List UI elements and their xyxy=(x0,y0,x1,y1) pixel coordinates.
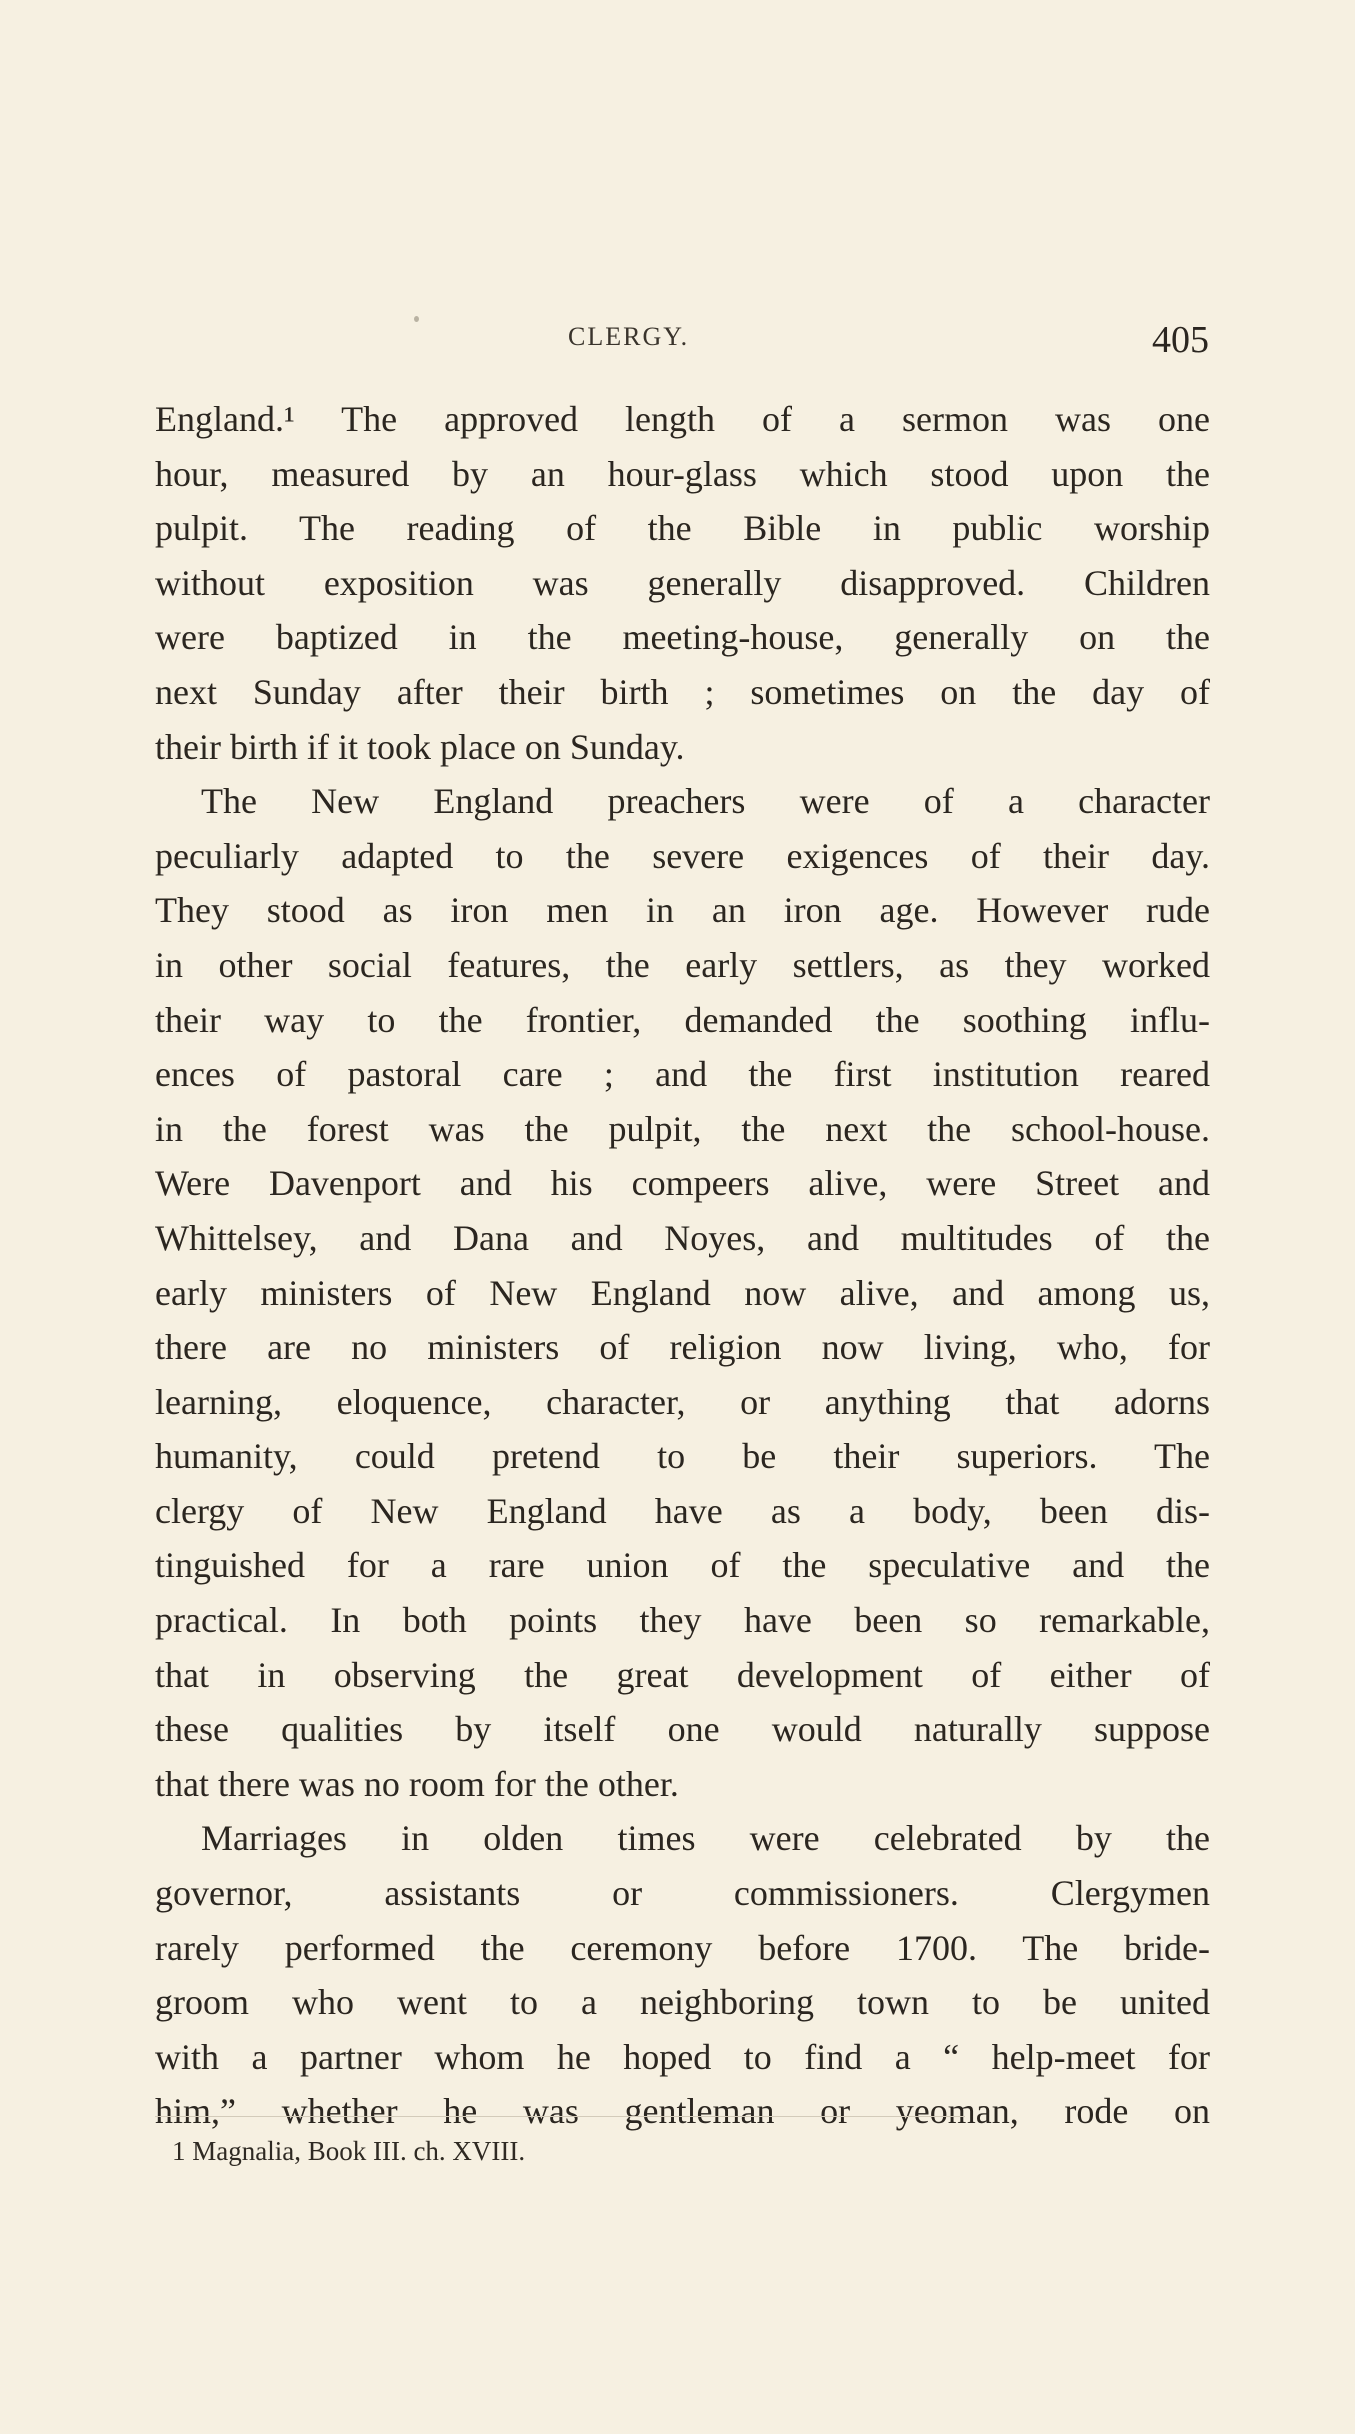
text-line: without exposition was generally disapproved. Children xyxy=(155,562,1210,603)
text-line: Whittelsey, and Dana and Noyes, and multitudes of the xyxy=(155,1217,1210,1258)
body-text xyxy=(155,392,1210,2139)
text-line: Were Davenport and his compeers alive, were Street and xyxy=(155,1163,1210,1204)
text-line: in other social features, the early settlers, as they worked xyxy=(155,944,1210,985)
text-line: pulpit. The reading of the Bible in public worship xyxy=(155,508,1210,549)
text-line: clergy of New England have as a body, been dis- xyxy=(155,1490,1210,1531)
text-line: were baptized in the meeting-house, generally on the xyxy=(155,617,1210,658)
running-title: CLERGY. xyxy=(568,322,690,351)
page-number: 405 xyxy=(1152,319,1209,361)
text-line: learning, eloquence, character, or anything that adorns xyxy=(155,1381,1210,1422)
text-line: groom who went to a neighboring town to be united xyxy=(155,1982,1210,2023)
text-line: that there was no room for the other. xyxy=(155,1763,679,1804)
paragraph-first-line: Marriages in olden times were celebrated by the xyxy=(201,1818,1210,1859)
text-line: early ministers of New England now alive, and among us, xyxy=(155,1272,1210,1313)
text-line: him,” whether he was gentleman or yeoman, rode on xyxy=(155,2091,1210,2132)
running-header xyxy=(0,319,1355,366)
text-line: next Sunday after their birth ; sometimes on the day of xyxy=(155,671,1210,712)
text-line: hour, measured by an hour-glass which stood upon the xyxy=(155,453,1210,494)
text-line: with a partner whom he hoped to find a “ help-meet for xyxy=(155,2036,1210,2077)
text-line: humanity, could pretend to be their superiors. The xyxy=(155,1436,1210,1477)
text-line: there are no ministers of religion now living, who, for xyxy=(155,1327,1210,1368)
text-line: their way to the frontier, demanded the soothing influ- xyxy=(155,999,1210,1040)
text-line: England.¹ The approved length of a sermon was one xyxy=(155,399,1210,439)
text-line: tinguished for a rare union of the speculative and the xyxy=(155,1545,1210,1586)
text-line: ences of pastoral care ; and the first institution reared xyxy=(155,1054,1210,1095)
text-line: rarely performed the ceremony before 1700. The bride- xyxy=(155,1927,1210,1968)
text-line: their birth if it took place on Sunday. xyxy=(155,726,685,767)
footnote-divider xyxy=(155,2116,965,2117)
text-line: in the forest was the pulpit, the next the school-house. xyxy=(155,1108,1210,1149)
text-line: that in observing the great development of either of xyxy=(155,1654,1210,1695)
text-line: governor, assistants or commissioners. Clergymen xyxy=(155,1873,1210,1914)
text-line: these qualities by itself one would naturally suppose xyxy=(155,1709,1210,1750)
text-line: They stood as iron men in an iron age. However rude xyxy=(155,890,1210,931)
text-line: practical. In both points they have been so remarkable, xyxy=(155,1600,1210,1641)
paragraph-first-line: The New England preachers were of a character xyxy=(201,781,1210,822)
text-line: peculiarly adapted to the severe exigences of their day. xyxy=(155,835,1210,876)
footnote: 1 Magnalia, Book III. ch. XVIII. xyxy=(172,2136,526,2166)
